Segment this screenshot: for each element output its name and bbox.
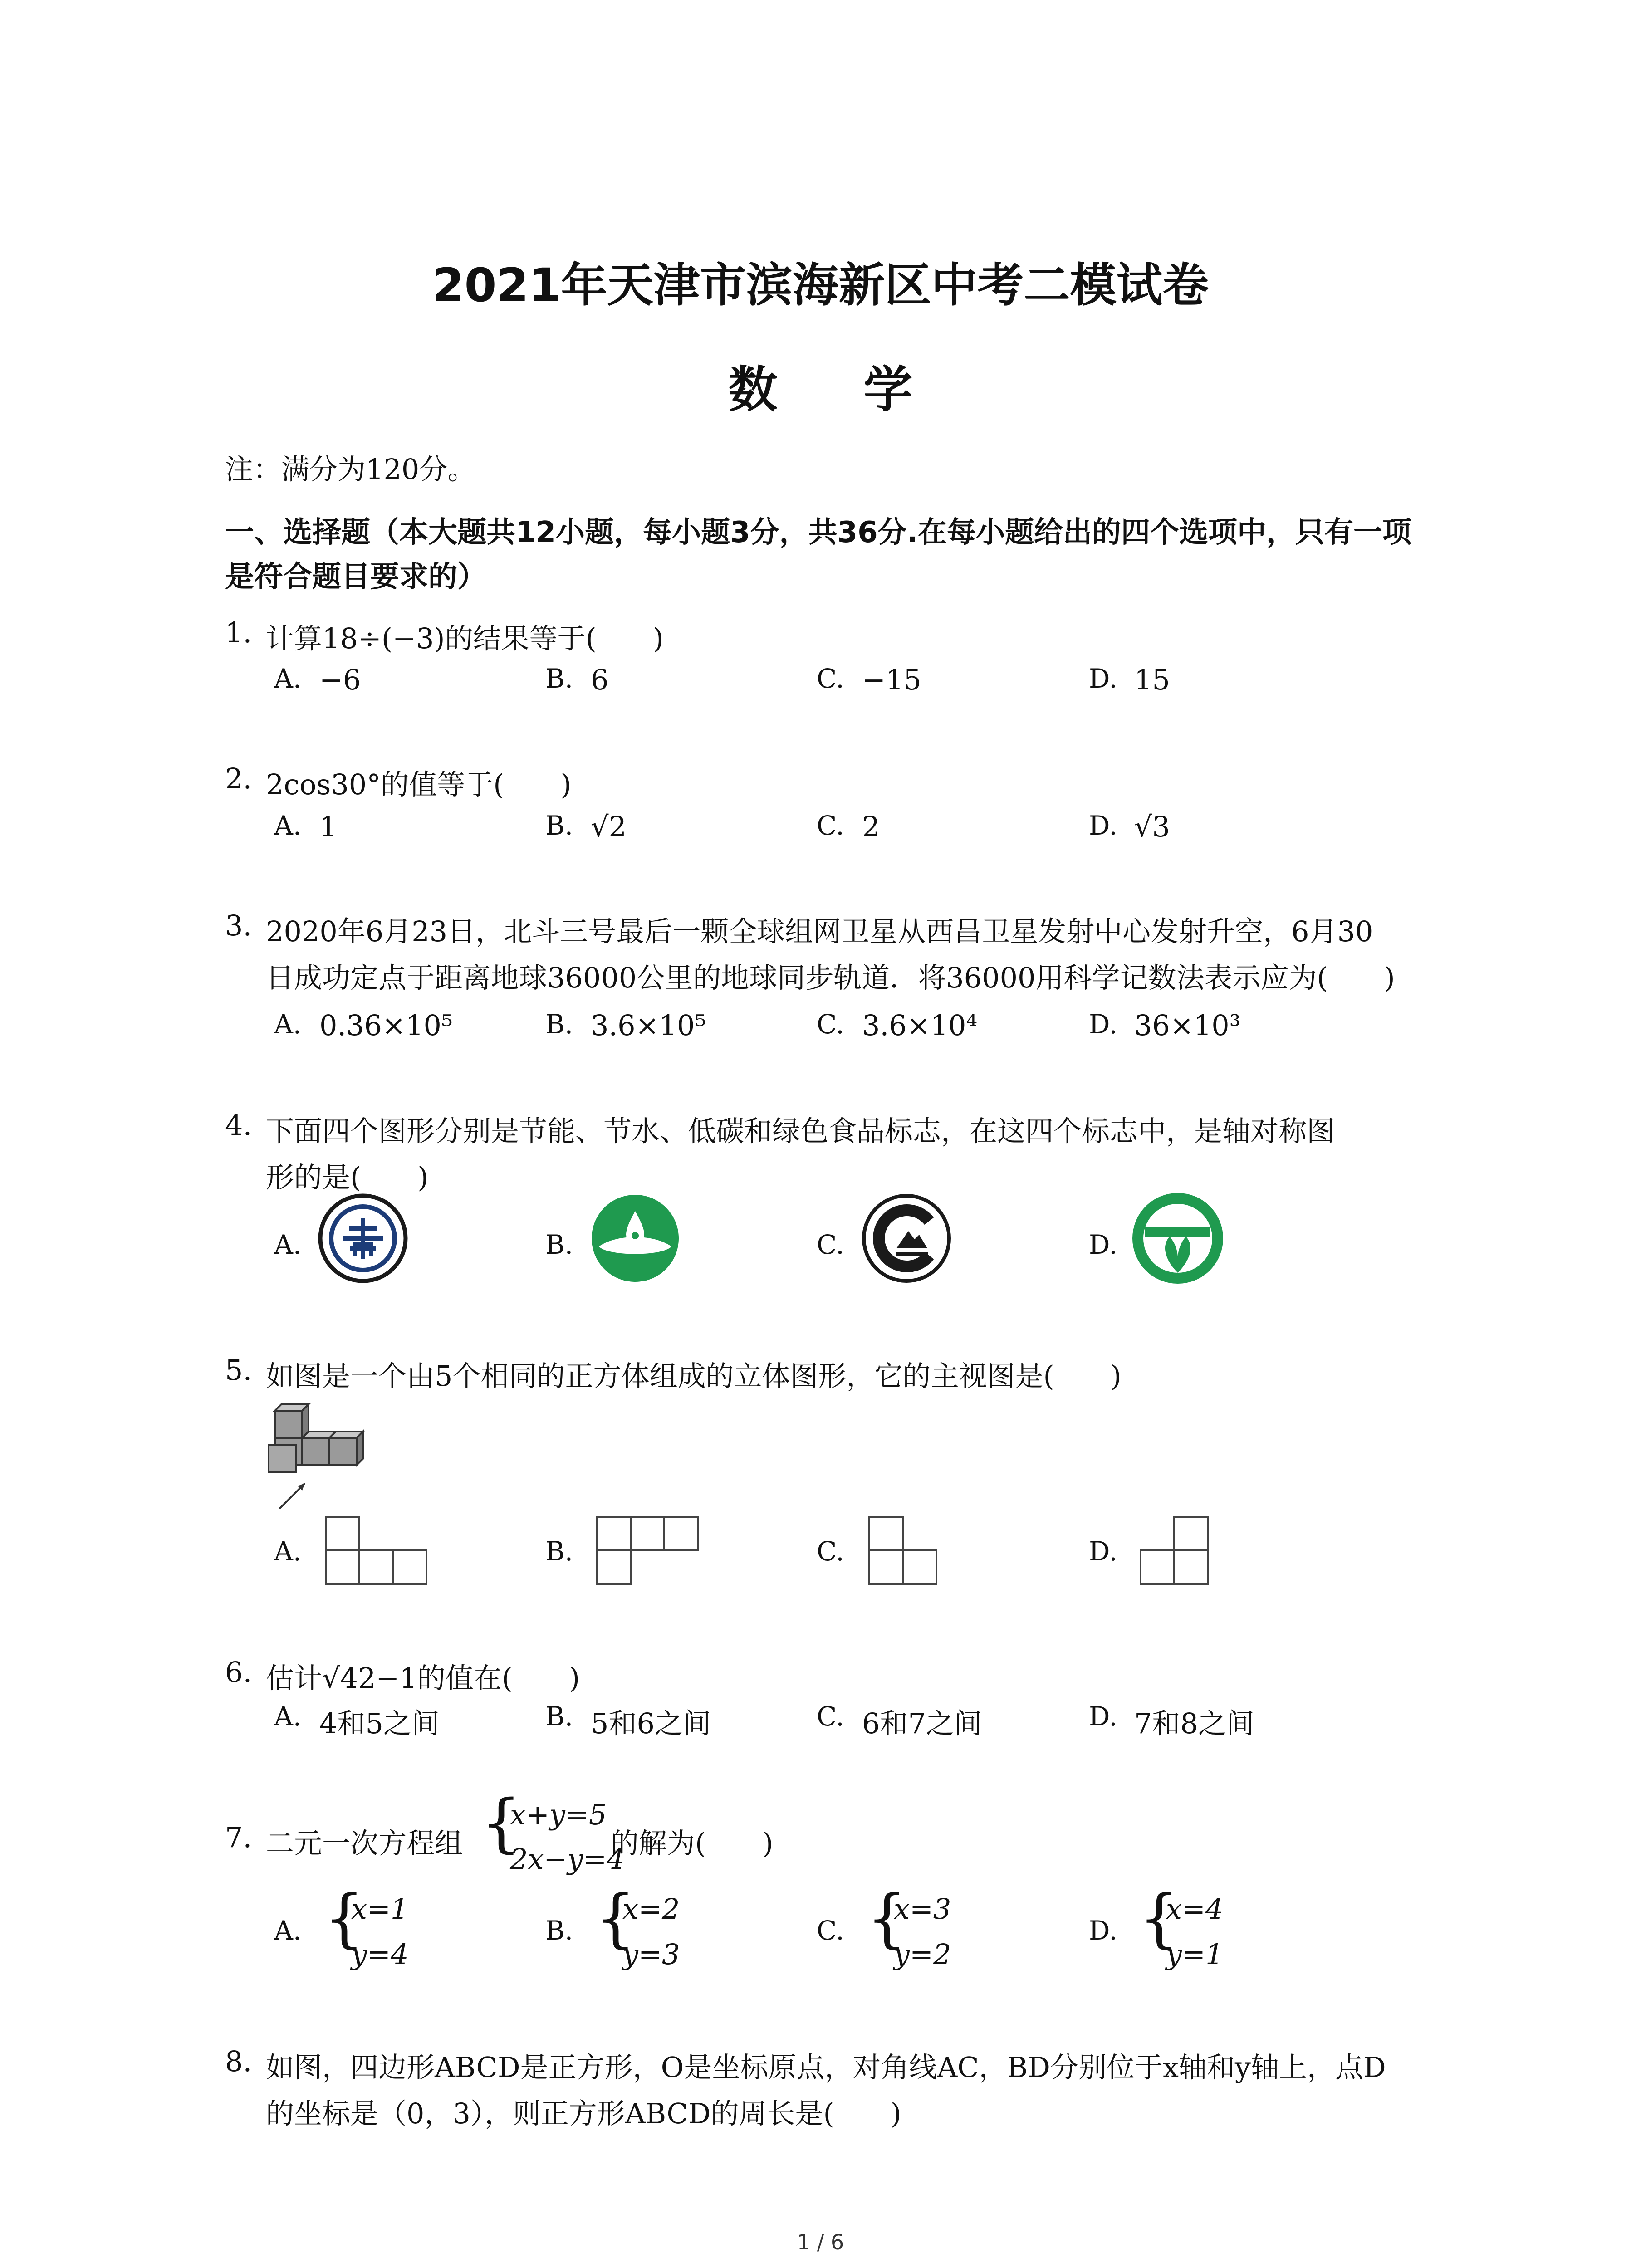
- question-4-text-line1: 下面四个图形分别是节能、节水、低碳和绿色食品标志，在这四个标志中，是轴对称图: [266, 1114, 1335, 1148]
- q2-option-a-letter: A.: [274, 810, 302, 841]
- q2-option-d: √3: [1134, 810, 1170, 843]
- exam-title: 2021年天津市滨海新区中考二模试卷: [432, 259, 1209, 313]
- q5-option-c-letter: C.: [817, 1536, 844, 1567]
- question-4-text-line2: 形的是( ): [266, 1161, 429, 1194]
- q1-option-d: 15: [1134, 663, 1170, 696]
- q7-option-d-brace: {: [1139, 1882, 1180, 1955]
- q6-option-d-letter: D.: [1089, 1701, 1117, 1732]
- q1-option-d-letter: D.: [1089, 663, 1117, 694]
- q7-option-b-x: x=2: [622, 1892, 680, 1926]
- q7-equation-1: x+y=5: [510, 1798, 607, 1831]
- q5-option-d-letter: D.: [1089, 1536, 1117, 1567]
- subject-title: 数学: [728, 362, 999, 418]
- q7-option-c-x: x=3: [894, 1892, 951, 1926]
- q3-option-c-letter: C.: [817, 1009, 844, 1040]
- q5-option-b-letter: B.: [545, 1536, 573, 1567]
- q6-option-c-letter: C.: [817, 1701, 844, 1732]
- question-8-number: 8.: [225, 2045, 252, 2078]
- q4-option-a-letter: A.: [274, 1229, 302, 1260]
- question-3-text-line1: 2020年6月23日，北斗三号最后一颗全球组网卫星从西昌卫星发射中心发射升空，6月30: [266, 915, 1373, 948]
- question-5-text: 如图是一个由5个相同的正方体组成的立体图形，它的主视图是( ): [266, 1359, 1122, 1393]
- q4-option-c-letter: C.: [817, 1229, 844, 1260]
- q5-option-a-figure: [324, 1514, 433, 1587]
- question-7-text-start: 二元一次方程组: [266, 1827, 463, 1860]
- q2-option-c-letter: C.: [817, 810, 844, 841]
- q6-option-b: 5和6之间: [591, 1707, 711, 1740]
- q5-option-d-figure: [1139, 1514, 1216, 1587]
- q3-option-b-letter: B.: [545, 1009, 573, 1040]
- question-3-number: 3.: [225, 909, 252, 942]
- q2-option-a: 1: [319, 810, 338, 843]
- green-food-logo-icon: [1132, 1193, 1223, 1284]
- q7-option-c-letter: C.: [817, 1915, 844, 1946]
- q7-option-d-x: x=4: [1166, 1892, 1224, 1926]
- q7-option-b-y: y=3: [622, 1938, 680, 1971]
- q7-option-a-y: y=4: [351, 1938, 409, 1971]
- q7-option-d-y: y=1: [1166, 1938, 1224, 1971]
- question-1-number: 1.: [225, 616, 252, 649]
- score-note: 注：满分为120分。: [225, 453, 476, 486]
- q7-option-c-y: y=2: [894, 1938, 951, 1971]
- q6-option-b-letter: B.: [545, 1701, 573, 1732]
- question-7-number: 7.: [225, 1821, 252, 1854]
- q6-option-a-letter: A.: [274, 1701, 302, 1732]
- q3-option-d-letter: D.: [1089, 1009, 1117, 1040]
- q5-option-c-figure: [867, 1514, 945, 1587]
- q5-option-a-letter: A.: [274, 1536, 302, 1567]
- question-2-text: 2cos30°的值等于( ): [266, 768, 572, 801]
- question-6-number: 6.: [225, 1656, 252, 1689]
- q7-option-b-brace: {: [595, 1882, 636, 1955]
- water-saving-logo-icon: [590, 1193, 681, 1284]
- question-7-text-end: 的解为( ): [611, 1827, 774, 1860]
- q7-option-c-brace: {: [867, 1882, 907, 1955]
- q7-option-d-letter: D.: [1089, 1915, 1117, 1946]
- q3-option-d: 36×10³: [1134, 1009, 1241, 1042]
- page-number: 1 / 6: [797, 2230, 844, 2254]
- question-4-number: 4.: [225, 1109, 252, 1142]
- question-8-text-line1: 如图，四边形ABCD是正方形，O是坐标原点，对角线AC，BD分别位于x轴和y轴上，点D: [266, 2051, 1386, 2084]
- q1-option-b-letter: B.: [545, 663, 573, 694]
- q1-option-a: −6: [319, 663, 361, 696]
- q4-option-b-letter: B.: [545, 1229, 573, 1260]
- q3-option-a-letter: A.: [274, 1009, 302, 1040]
- question-2-number: 2.: [225, 762, 252, 795]
- q6-option-c: 6和7之间: [862, 1707, 982, 1740]
- question-5-number: 5.: [225, 1354, 252, 1387]
- q5-option-b-figure: [595, 1514, 704, 1587]
- question-8-text-line2: 的坐标是（0，3），则正方形ABCD的周长是( ): [266, 2097, 901, 2130]
- q4-option-d-letter: D.: [1089, 1229, 1117, 1260]
- q1-option-c: −15: [862, 663, 921, 696]
- question-1-text: 计算18÷(−3)的结果等于( ): [266, 622, 664, 655]
- q1-option-a-letter: A.: [274, 663, 302, 694]
- q1-option-c-letter: C.: [817, 663, 844, 694]
- q1-option-b: 6: [591, 663, 609, 696]
- q7-equation-2: 2x−y=4: [510, 1843, 625, 1876]
- low-carbon-logo-icon: [861, 1193, 952, 1284]
- q7-system-brace: {: [481, 1786, 522, 1860]
- energy-saving-logo-icon: [318, 1193, 408, 1284]
- question-3-text-line2: 日成功定点于距离地球36000公里的地球同步轨道．将36000用科学记数法表示应为( ): [266, 961, 1395, 994]
- q2-option-d-letter: D.: [1089, 810, 1117, 841]
- q2-option-b-letter: B.: [545, 810, 573, 841]
- section-heading-line2: 是符合题目要求的）: [225, 560, 486, 594]
- q6-option-d: 7和8之间: [1134, 1707, 1254, 1740]
- q3-option-b: 3.6×10⁵: [591, 1009, 706, 1042]
- q7-option-a-letter: A.: [274, 1915, 302, 1946]
- section-heading-line1: 一、选择题（本大题共12小题，每小题3分，共36分.在每小题给出的四个选项中，只有一项: [225, 516, 1411, 549]
- q7-option-a-x: x=1: [351, 1892, 409, 1926]
- q6-option-a: 4和5之间: [319, 1707, 440, 1740]
- question-6-text: 估计√42−1的值在( ): [266, 1662, 580, 1695]
- q7-option-a-brace: {: [324, 1882, 365, 1955]
- q2-option-c: 2: [862, 810, 880, 843]
- cube-solid-figure: [266, 1388, 393, 1515]
- q7-option-b-letter: B.: [545, 1915, 573, 1946]
- q2-option-b: √2: [591, 810, 627, 843]
- q3-option-a: 0.36×10⁵: [319, 1009, 453, 1042]
- q3-option-c: 3.6×10⁴: [862, 1009, 978, 1042]
